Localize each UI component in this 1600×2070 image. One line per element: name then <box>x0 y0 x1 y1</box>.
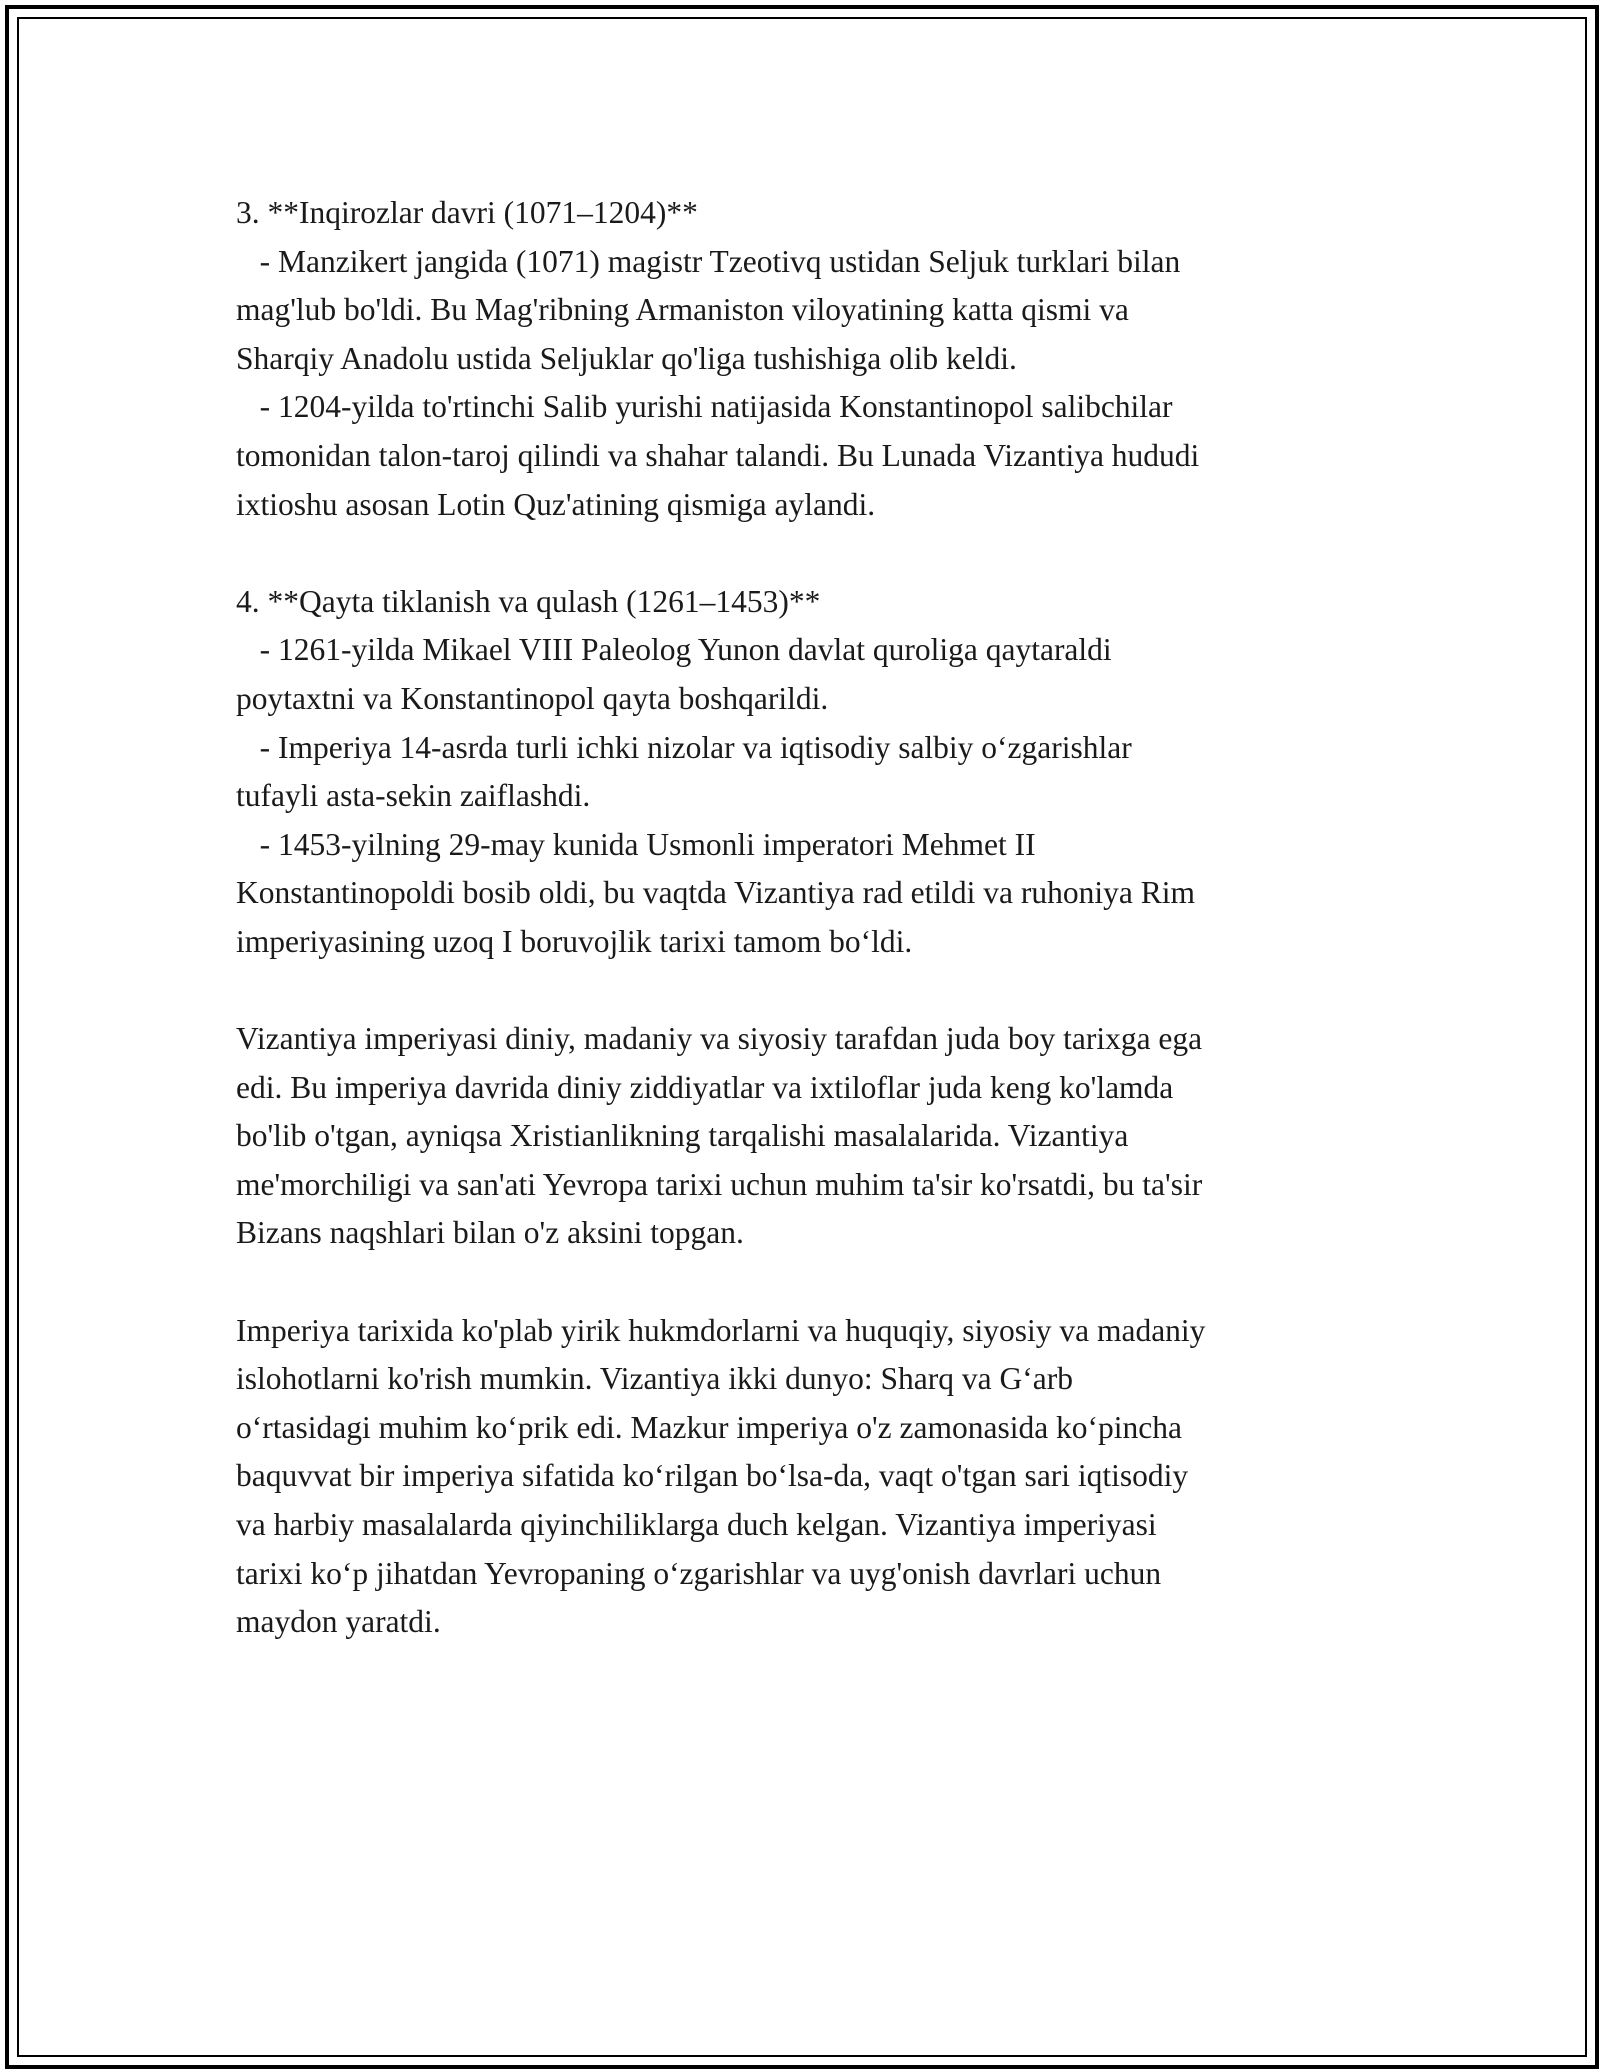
text-line: - Manzikert jangida (1071) magistr Tzeotivq ustidan Seljuk turklari bilan <box>236 243 1181 279</box>
text-line: - Imperiya 14-asrda turli ichki nizolar va iqtisodiy salbiy o‘zgarishlar <box>236 729 1132 765</box>
text-line: - 1204-yilda to'rtinchi Salib yurishi natijasida Konstantinopol salibchilar <box>236 389 1173 425</box>
text-line: va harbiy masalalarda qiyinchiliklarga duch kelgan. Vizantiya imperiyasi <box>236 1507 1157 1543</box>
text-line: Sharqiy Anadolu ustida Seljuklar qo'liga tushishiga olib keldi. <box>236 340 1017 376</box>
text-line: tufayli asta-sekin zaiflashdi. <box>236 778 591 814</box>
text-line: Vizantiya imperiyasi diniy, madaniy va siyosiy tarafdan juda boy tarixga ega <box>236 1021 1203 1057</box>
text-line: ixtioshu asosan Lotin Quz'atining qismiga aylandi. <box>236 486 876 522</box>
paragraph-summary-legacy <box>236 1307 1376 1647</box>
section-heading: 4. **Qayta tiklanish va qulash (1261–1453)** <box>236 583 821 619</box>
paragraph-summary-culture <box>236 1015 1376 1258</box>
text-line: Konstantinopoldi bosib oldi, bu vaqtda Vizantiya rad etildi va ruhoniya Rim <box>236 875 1196 911</box>
text-line: - 1453-yilning 29-may kunida Usmonli imperatori Mehmet II <box>236 826 1036 862</box>
text-line: imperiyasining uzoq I boruvojlik tarixi tamom bo‘ldi. <box>236 923 913 959</box>
text-line: Imperiya tarixida ko'plab yirik hukmdorlarni va huquqiy, siyosiy va madaniy <box>236 1312 1206 1348</box>
text-line: bo'lib o'tgan, ayniqsa Xristianlikning tarqalishi masalalarida. Vizantiya <box>236 1118 1129 1154</box>
text-line: poytaxtni va Konstantinopol qayta boshqarildi. <box>236 680 829 716</box>
text-line: o‘rtasidagi muhim ko‘prik edi. Mazkur imperiya o'z zamonasida ko‘pincha <box>236 1409 1183 1445</box>
text-line: - 1261-yilda Mikael VIII Paleolog Yunon davlat quroliga qaytaraldi <box>236 632 1112 668</box>
text-line: baquvvat bir imperiya sifatida ko‘rilgan bo‘lsa-da, vaqt o'tgan sari iqtisodiy <box>236 1458 1189 1494</box>
section-crisis-period <box>236 189 1376 529</box>
text-line: maydon yaratdi. <box>236 1604 441 1640</box>
text-line: tarixi ko‘p jihatdan Yevropaning o‘zgarishlar va uyg'onish davrlari uchun <box>236 1555 1162 1591</box>
text-line: edi. Bu imperiya davrida diniy ziddiyatlar va ixtiloflar juda keng ko'lamda <box>236 1069 1174 1105</box>
document-body <box>236 189 1376 1647</box>
text-line: islohotlarni ko'rish mumkin. Vizantiya ikki dunyo: Sharq va G‘arb <box>236 1361 1073 1397</box>
section-restoration-and-fall <box>236 578 1376 967</box>
paragraph-spacer <box>236 967 1376 1016</box>
text-line: tomonidan talon-taroj qilindi va shahar talandi. Bu Lunada Vizantiya hududi <box>236 437 1200 473</box>
paragraph-spacer <box>236 1258 1376 1307</box>
text-line: Bizans naqshlari bilan o'z aksini topgan. <box>236 1215 744 1251</box>
text-line: me'morchiligi va san'ati Yevropa tarixi uchun muhim ta'sir ko'rsatdi, bu ta'sir <box>236 1166 1203 1202</box>
section-heading: 3. **Inqirozlar davri (1071–1204)** <box>236 195 698 230</box>
text-line: mag'lub bo'ldi. Bu Mag'ribning Armaniston viloyatining katta qismi va <box>236 292 1129 328</box>
paragraph-spacer <box>236 529 1376 578</box>
